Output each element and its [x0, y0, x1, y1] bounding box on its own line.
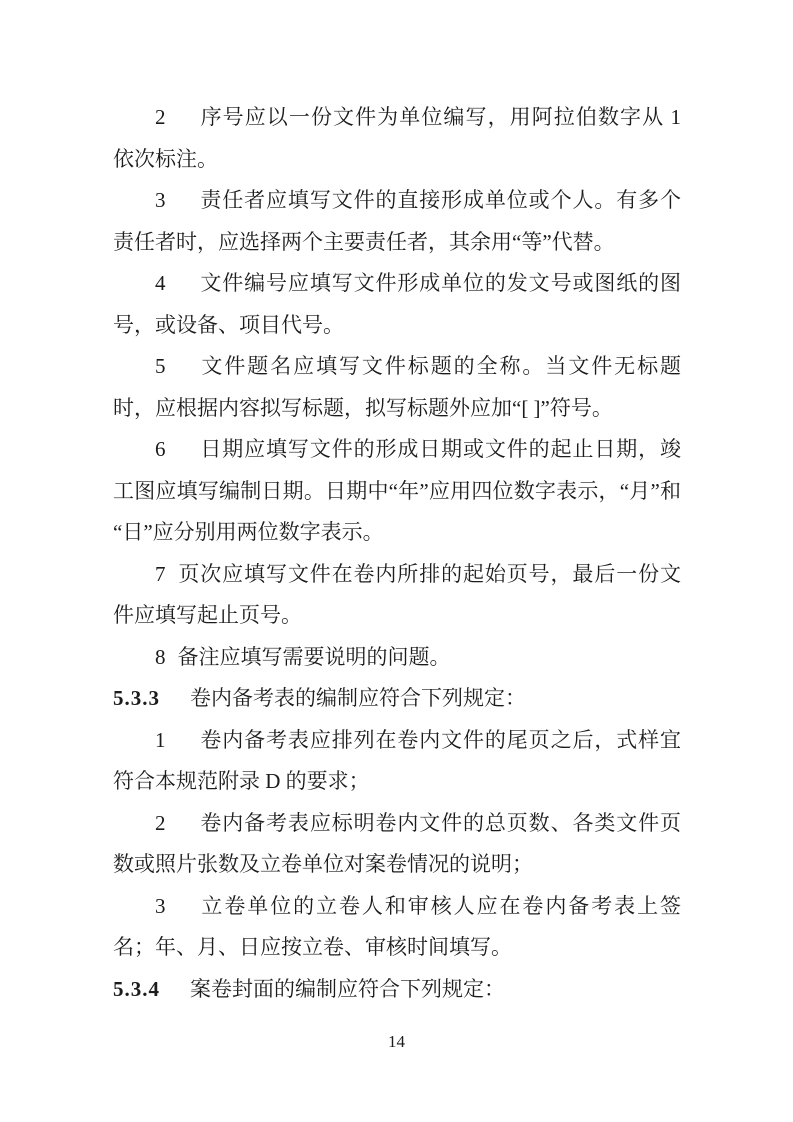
item-text: 文件编号应填写文件形成单位的发文号或图纸的图号，或设备、项目代号。: [113, 271, 681, 337]
section-heading: [113, 969, 681, 1011]
section-title: 卷内备考表的编制应符合下列规定：: [190, 686, 526, 710]
list-item: [113, 180, 681, 263]
section-number: 5.3.3: [113, 686, 160, 710]
list-item: [113, 720, 681, 803]
list-item: [113, 429, 681, 554]
list-item: [113, 554, 681, 637]
list-item: [113, 346, 681, 429]
list-item: [113, 263, 681, 346]
section-title: 案卷封面的编制应符合下列规定：: [190, 976, 505, 1001]
item-text: 卷内备考表应排列在卷内文件的尾页之后，式样宜符合本规范附录 D 的要求；: [113, 727, 681, 793]
list-item: [113, 97, 681, 180]
item-text: 页次应填写文件在卷内所排的起始页号，最后一份文件应填写起止页号。: [113, 561, 681, 627]
item-number: 6: [155, 437, 166, 461]
item-number: 5: [155, 354, 166, 378]
item-number: 8: [155, 644, 166, 669]
item-text: 文件题名应填写文件标题的全称。当文件无标题时，应根据内容拟写标题，拟写标题外应加“[ ]”符号。: [113, 354, 681, 420]
list-item: [113, 803, 681, 886]
item-text: 日期应填写文件的形成日期或文件的起止日期，竣工图应填写编制日期。日期中“年”应用四位数字表示，“月”和“日”应分别用两位数字表示。: [113, 437, 681, 544]
page-number: 14: [388, 1032, 405, 1051]
list-item: [113, 637, 681, 679]
item-text: 序号应以一份文件为单位编写，用阿拉伯数字从 1 依次标注。: [113, 105, 681, 171]
document-body: [113, 97, 681, 1010]
list-item: [113, 886, 681, 969]
item-number: 2: [155, 810, 166, 835]
item-number: 3: [155, 188, 166, 212]
item-number: 3: [155, 893, 166, 918]
item-number: 4: [155, 271, 166, 295]
item-text: 立卷单位的立卷人和审核人应在卷内备考表上签名；年、月、日应按立卷、审核时间填写。: [113, 893, 681, 959]
item-text: 备注应填写需要说明的问题。: [177, 644, 451, 669]
item-number: 7: [155, 561, 166, 586]
item-text: 卷内备考表应标明卷内文件的总页数、各类文件页数或照片张数及立卷单位对案卷情况的说明；: [113, 810, 681, 876]
section-number: 5.3.4: [113, 976, 160, 1001]
section-heading: [113, 678, 681, 720]
item-number: 1: [155, 727, 166, 752]
item-number: 2: [155, 105, 166, 129]
item-text: 责任者应填写文件的直接形成单位或个人。有多个责任者时，应选择两个主要责任者，其余用“等”代替。: [113, 188, 681, 254]
